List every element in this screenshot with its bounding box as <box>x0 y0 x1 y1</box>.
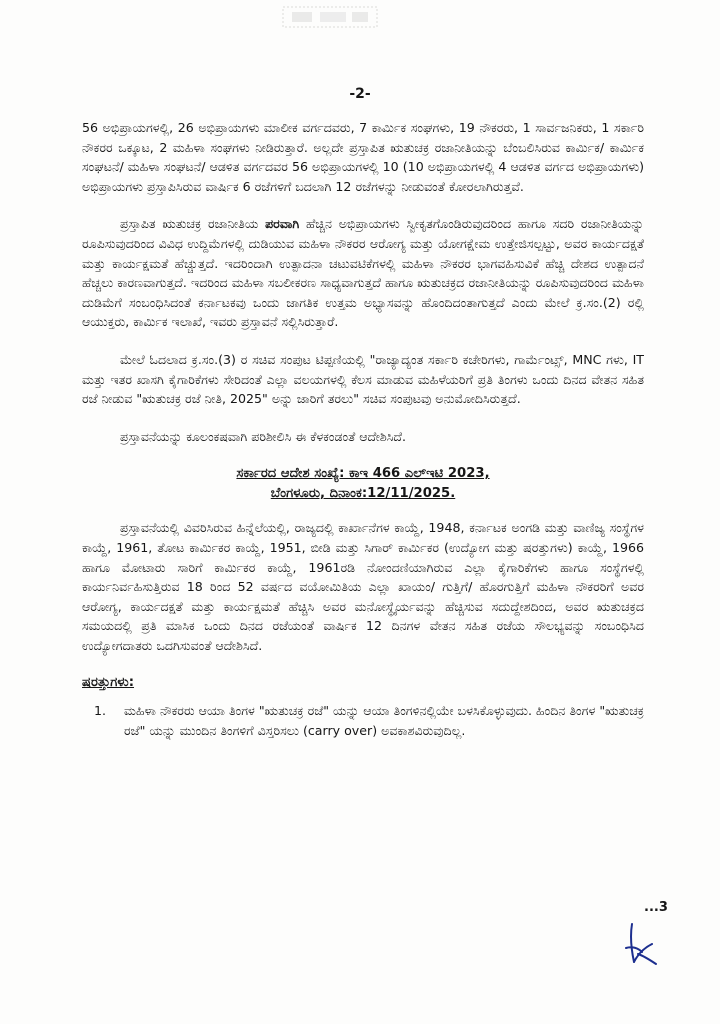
header-stamp-mark <box>282 6 378 28</box>
document-body <box>82 118 644 740</box>
conditions-title: ಷರತ್ತುಗಳು: <box>82 675 135 691</box>
initials-signature <box>614 918 664 968</box>
paragraph-opinions: 56 ಅಭಿಪ್ರಾಯಗಳಲ್ಲಿ, 26 ಅಭಿಪ್ರಾಯಗಳು ಮಾಲೀಕ ವರ್ಗದವರು, 7 ಕಾರ್ಮಿಕ ಸಂಘಗಳು, 19 ನೌಕರರು, 1 ಸಾರ್ವಜನಿಕರು, 1 ಸರ್ಕಾರಿ ನೌಕರರ ಒಕ್ಕೂಟ, 2 ಮಹಿಳಾ ಸಂಘಗಳು ನೀಡಿರುತ್ತಾರೆ. ಅಲ್ಲದೇ ಪ್ರಸ್ತಾಪಿತ ಋತುಚಕ್ರ ರಜಾನೀತಿಯನ್ನು ಬೆಂಬಲಿಸಿರುವ ಕಾರ್ಮಿಕ/ ಕಾರ್ಮಿಕ ಸಂಘಟನೆ/ ಮಹಿಳಾ ಸಂಘಟನೆ/ ಆಡಳಿತ ವರ್ಗದವರ 56 ಅಭಿಪ್ರಾಯಗಳಲ್ಲಿ 10 (10 ಅಭಿಪ್ರಾಯಗಳಲ್ಲಿ 4 ಆಡಳಿತ ವರ್ಗದ ಅಭಿಪ್ರಾಯಗಳು) ಅಭಿಪ್ರಾಯಗಳು ಪ್ರಸ್ತಾಪಿಸಿರುವ ವಾರ್ಷಿಕ 6 ರಜೆಗಳಿಗೆ ಬದಲಾಗಿ 12 ರಜೆಗಳನ್ನು ನೀಡುವಂತೆ ಕೋರಲಾಗಿರುತ್ತವೆ. <box>82 120 644 194</box>
order-number: ಸರ್ಕಾರದ ಆದೇಶ ಸಂಖ್ಯೆ: ಕಾಇ 466 ಎಲ್‌ಇಟಿ 2023, <box>236 466 490 482</box>
condition-item <box>82 701 644 740</box>
paragraph-policy-benefits: ಪ್ರಸ್ತಾಪಿತ ಋತುಚಕ್ರ ರಜಾನೀತಿಯ ಪರವಾಗಿ ಹೆಚ್ಚಿನ ಅಭಿಪ್ರಾಯಗಳು ಸ್ವೀಕೃತಗೊಂಡಿರುವುದರಿಂದ ಹಾಗೂ ಸದರಿ ರಜಾನೀತಿಯನ್ನು ರೂಪಿಸುವುದರಿಂದ ವಿವಿಧ ಉದ್ದಿಮೆಗಳಲ್ಲಿ ದುಡಿಯುವ ಮಹಿಳಾ ನೌಕರರ ಆರೋಗ್ಯ ಮತ್ತು ಯೋಗಕ್ಷೇಮ ಉತ್ತೇಜಿಸಲ್ಪಟ್ಟು, ಅವರ ಕಾರ್ಯದಕ್ಷತೆ ಮತ್ತು ಕಾರ್ಯಕ್ಷಮತೆ ಹೆಚ್ಚುತ್ತದೆ. ಇದರಿಂದಾಗಿ ಉತ್ಪಾದನಾ ಚಟುವಟಿಕೆಗಳಲ್ಲಿ ಮಹಿಳಾ ನೌಕರರ ಭಾಗವಹಿಸುವಿಕೆ ಹೆಚ್ಚಿ ದೇಶದ ಉತ್ಪಾದನೆ ಹೆಚ್ಚಲು ಕಾರಣವಾಗುತ್ತದೆ. ಇದರಿಂದ ಮಹಿಳಾ ಸಬಲೀಕರಣ ಸಾಧ್ಯವಾಗುತ್ತದೆ ಹಾಗೂ ಋತುಚಕ್ರದ ರಜಾನೀತಿಯನ್ನು ರೂಪಿಸುವುದರಿಂದ ಮಹಿಳಾ ದುಡಿಮೆಗೆ ಸಂಬಂಧಿಸಿದಂತೆ ಕರ್ನಾಟಕವು ಒಂದು ಜಾಗತಿಕ ಉತ್ತಮ ಅಭ್ಯಾಸವನ್ನು ಹೊಂದಿದಂತಾಗುತ್ತದೆ ಎಂದು ಮೇಲೆ ಕ್ರ.ಸಂ.(2) ರಲ್ಲಿ ಆಯುಕ್ತರು, ಕಾರ್ಮಿಕ ಇಲಾಖೆ, ಇವರು ಪ್ರಸ್ತಾವನೆ ಸಲ್ಲಿಸಿರುತ್ತಾರೆ. <box>82 216 645 330</box>
paragraph-order-intro: ಪ್ರಸ್ತಾವನೆಯನ್ನು ಕೂಲಂಕಷವಾಗಿ ಪರಿಶೀಲಿಸಿ ಈ ಕೆಳಕಂಡಂತೆ ಆದೇಶಿಸಿದೆ. <box>120 428 407 444</box>
condition-number: 1. <box>94 703 107 719</box>
paragraph-order-text: ಪ್ರಸ್ತಾವನೆಯಲ್ಲಿ ವಿವರಿಸಿರುವ ಹಿನ್ನೆಲೆಯಲ್ಲಿ, ರಾಜ್ಯದಲ್ಲಿ ಕಾರ್ಖಾನೆಗಳ ಕಾಯ್ದೆ, 1948, ಕರ್ನಾಟಕ ಅಂಗಡಿ ಮತ್ತು ವಾಣಿಜ್ಯ ಸಂಸ್ಥೆಗಳ ಕಾಯ್ದೆ, 1961, ತೋಟ ಕಾರ್ಮಿಕರ ಕಾಯ್ದೆ, 1951, ಬೀಡಿ ಮತ್ತು ಸಿಗಾರ್ ಕಾರ್ಮಿಕರ (ಉದ್ಯೋಗ ಮತ್ತು ಷರತ್ತುಗಳು) ಕಾಯ್ದೆ, 1966 ಹಾಗೂ ಮೋಟಾರು ಸಾರಿಗೆ ಕಾರ್ಮಿಕರ ಕಾಯ್ದೆ, 1961ರಡಿ ನೋಂದಣಿಯಾಗಿರುವ ಎಲ್ಲಾ ಕೈಗಾರಿಕೆಗಳು ಹಾಗೂ ಸಂಸ್ಥೆಗಳಲ್ಲಿ ಕಾರ್ಯನಿರ್ವಹಿಸುತ್ತಿರುವ 18 ರಿಂದ 52 ವರ್ಷದ ವಯೋಮಿತಿಯ ಎಲ್ಲಾ ಖಾಯಂ/ ಗುತ್ತಿಗೆ/ ಹೊರಗುತ್ತಿಗೆ ಮಹಿಳಾ ನೌಕರರಿಗೆ ಅವರ ಆರೋಗ್ಯ, ಕಾರ್ಯದಕ್ಷತೆ ಮತ್ತು ಕಾರ್ಯಕ್ಷಮತೆ ಹೆಚ್ಚಿಸಿ ಅವರ ಮನೋಸ್ಥೈರ್ಯವನ್ನು ಹೆಚ್ಚಿಸುವ ಸದುದ್ದೇಶದಿಂದ, ಅವರ ಋತುಚಕ್ರದ ಸಮಯದಲ್ಲಿ ಪ್ರತಿ ಮಾಸಿಕ ಒಂದು ದಿನದ ರಜೆಯಂತೆ ವಾರ್ಷಿಕ 12 ದಿನಗಳ ವೇತನ ಸಹಿತ ರಜೆಯ ಸೌಲಭ್ಯವನ್ನು ಸಂಬಂಧಿಸಿದ ಉದ್ಯೋಗದಾತರು ಒದಗಿಸುವಂತೆ ಆದೇಶಿಸಿದೆ. <box>82 520 644 653</box>
order-place-date: ಬೆಂಗಳೂರು, ದಿನಾಂಕ:12/11/2025. <box>270 486 456 502</box>
condition-text: ಮಹಿಳಾ ನೌಕರರು ಆಯಾ ತಿಂಗಳ "ಋತುಚಕ್ರ ರಜೆ" ಯನ್ನು ಆಯಾ ತಿಂಗಳಿನಲ್ಲಿಯೇ ಬಳಸಿಕೊಳ್ಳುವುದು. ಹಿಂದಿನ ತಿಂಗಳ "ಋತುಚಕ್ರ ರಜೆ" ಯನ್ನು ಮುಂದಿನ ತಿಂಗಳಿಗೆ ವಿಸ್ತರಿಸಲು (carry over) ಅವಕಾಶವಿರುವುದಿಲ್ಲ. <box>124 703 644 738</box>
next-page-marker: ...3 <box>644 900 668 915</box>
paragraph-cabinet-note: ಮೇಲೆ ಓದಲಾದ ಕ್ರ.ಸಂ.(3) ರ ಸಚಿವ ಸಂಪುಟ ಟಿಪ್ಪಣಿಯಲ್ಲಿ "ರಾಜ್ಯಾದ್ಯಂತ ಸರ್ಕಾರಿ ಕಚೇರಿಗಳು, ಗಾರ್ಮೆಂಟ್ಸ್, MNC ಗಳು, IT ಮತ್ತು ಇತರ ಖಾಸಗಿ ಕೈಗಾರಿಕೆಗಳು ಸೇರಿದಂತೆ ಎಲ್ಲಾ ವಲಯಗಳಲ್ಲಿ ಕೆಲಸ ಮಾಡುವ ಮಹಿಳೆಯರಿಗೆ ಪ್ರತಿ ತಿಂಗಳು ಒಂದು ದಿನದ ವೇತನ ಸಹಿತ ರಜೆ ನೀಡುವ "ಋತುಚಕ್ರ ರಜೆ ನೀತಿ, 2025" ಅನ್ನು ಜಾರಿಗೆ ತರಲು" ಸಚಿವ ಸಂಪುಟವು ಅನುಮೋದಿಸಿರುತ್ತದೆ. <box>82 351 644 407</box>
page-number: -2- <box>349 86 371 102</box>
emphasis-in-favour: ಪರವಾಗಿ <box>265 216 300 232</box>
order-heading <box>82 464 644 504</box>
